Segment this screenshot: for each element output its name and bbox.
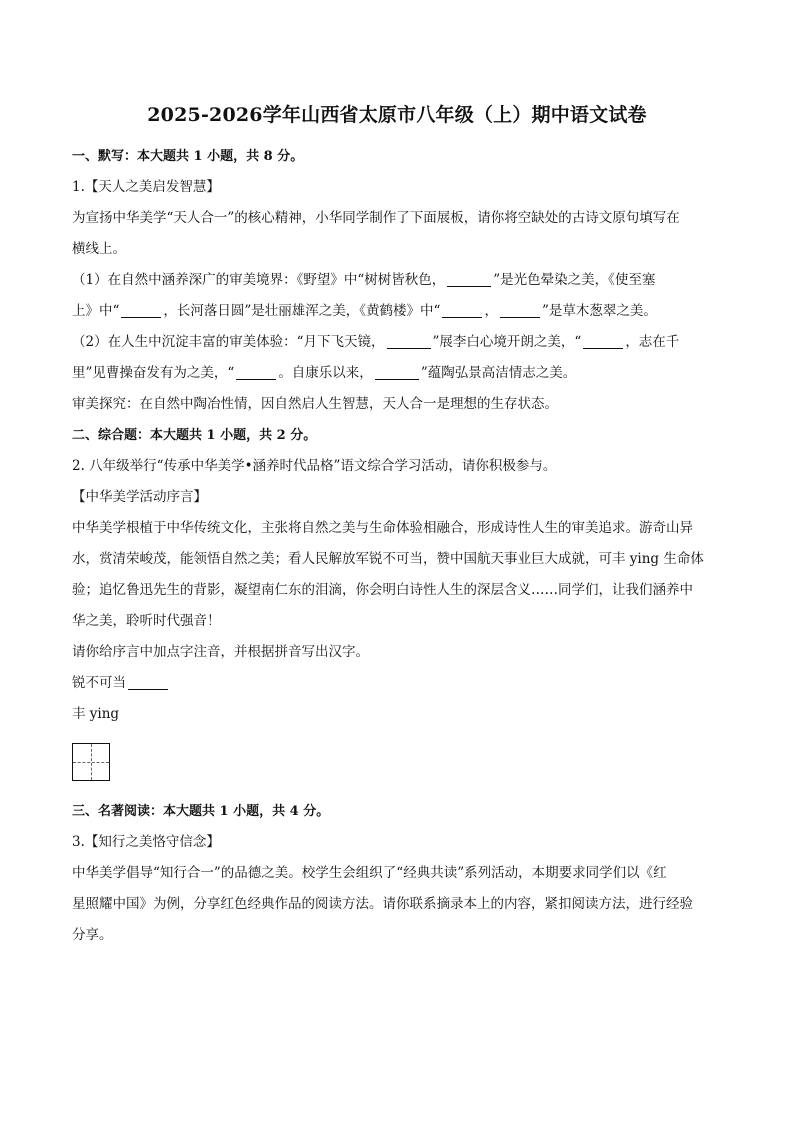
answer-blank[interactable] — [583, 335, 623, 350]
text-segment: （1）在自然中涵养深广的审美境界：《野望》中“树树皆秋色， — [72, 272, 446, 288]
question-2-body-line-1: 中华美学根植于中华传统文化，主张将自然之美与生命体验相融合，形成诗性人生的审美追求。游奇山异 — [72, 520, 693, 536]
character-writing-box[interactable] — [72, 743, 110, 781]
text-segment: 。自康乐以来， — [278, 365, 373, 381]
answer-blank[interactable] — [387, 335, 431, 350]
question-1-part-1-line-1 — [72, 265, 722, 296]
question-2-instruction: 请你给序言中加点字注音，并根据拼音写出汉字。 — [72, 644, 369, 660]
question-3-body-line-3: 分享。 — [72, 927, 113, 943]
text-segment: ”展李白心境开朗之美，“ — [432, 334, 582, 350]
question-1-part-2-line-1 — [72, 327, 722, 358]
answer-blank[interactable] — [236, 366, 276, 381]
text-segment: ”是草木葱翠之美。 — [541, 303, 657, 319]
answer-blank[interactable] — [128, 676, 168, 691]
question-1-intro-line-2: 横线上。 — [72, 241, 126, 257]
vertical-guide-line — [91, 744, 92, 780]
question-2-item-2: 丰 ying — [72, 706, 120, 722]
text-segment: ，长河落日圆”是壮丽雄浑之美，《黄鹤楼》中“ — [163, 303, 441, 319]
question-1-part-1-line-2 — [72, 296, 722, 327]
text-segment: 里”见曹操奋发有为之美，“ — [72, 365, 235, 381]
text-segment: ”是光色晕染之美，《使至塞 — [493, 272, 656, 288]
writing-box-row — [72, 736, 722, 788]
question-3-body-line-2: 星照耀中国》为例，分享红色经典作品的阅读方法。请你联系摘录本上的内容，紧扣阅读方法，进行经验 — [72, 896, 693, 912]
question-2-title: 2. 八年级举行“传承中华美学•涵养时代品格”语文综合学习活动，请你积极参与。 — [72, 458, 557, 474]
text-segment: ”蕴陶弘景高洁情志之美。 — [420, 365, 577, 381]
answer-blank[interactable] — [121, 304, 161, 319]
answer-blank[interactable] — [375, 366, 419, 381]
item-label: 锐不可当 — [72, 675, 126, 691]
question-2-subtitle: 【中华美学活动序言】 — [72, 489, 207, 505]
section-heading-classics-reading: 三、名著阅读：本大题共 1 小题，共 4 分。 — [72, 804, 330, 819]
question-1-explore: 审美探究：在自然中陶冶性情，因自然启人生智慧，天人合一是理想的生存状态。 — [72, 396, 558, 412]
section-heading-comprehensive: 二、综合题：本大题共 1 小题，共 2 分。 — [72, 428, 317, 443]
question-2-body-line-2: 水，赏清荣峻茂，能领悟自然之美；看人民解放军锐不可当，赞中国航天事业巨大成就，可丰 ying 生命体 — [72, 551, 704, 567]
question-2-body-line-4: 华之美，聆听时代强音！ — [72, 613, 221, 629]
answer-blank[interactable] — [500, 304, 540, 319]
text-segment: ，志在千 — [625, 334, 680, 350]
answer-blank[interactable] — [442, 304, 482, 319]
question-1-part-2-line-2 — [72, 358, 722, 389]
text-segment: ， — [484, 303, 498, 319]
question-1-title: 1.【天人之美启发智慧】 — [72, 179, 220, 195]
text-segment: （2）在人生中沉淀丰富的审美体验：“月下飞天镜， — [72, 334, 385, 350]
question-2-item-1 — [72, 668, 722, 699]
answer-blank[interactable] — [447, 273, 491, 288]
question-3-title: 3.【知行之美恪守信念】 — [72, 834, 220, 850]
section-heading-dictation: 一、默写：本大题共 1 小题，共 8 分。 — [72, 149, 304, 164]
question-2-body-line-3: 验；追忆鲁迅先生的背影，凝望南仁东的泪滴，你会明白诗性人生的深层含义……同学们，让我们涵养中 — [72, 582, 693, 598]
page-title: 2025-2026学年山西省太原市八年级（上）期中语文试卷 — [147, 104, 647, 126]
question-1-intro-line-1: 为宣扬中华美学“天人合一”的核心精神，小华同学制作了下面展板，请你将空缺处的古诗文原句填写在 — [72, 210, 680, 226]
text-segment: 上》中“ — [72, 303, 120, 319]
question-3-body-line-1: 中华美学倡导“知行合一”的品德之美。校学生会组织了“经典共读”系列活动，本期要求同学们以《红 — [72, 865, 667, 881]
